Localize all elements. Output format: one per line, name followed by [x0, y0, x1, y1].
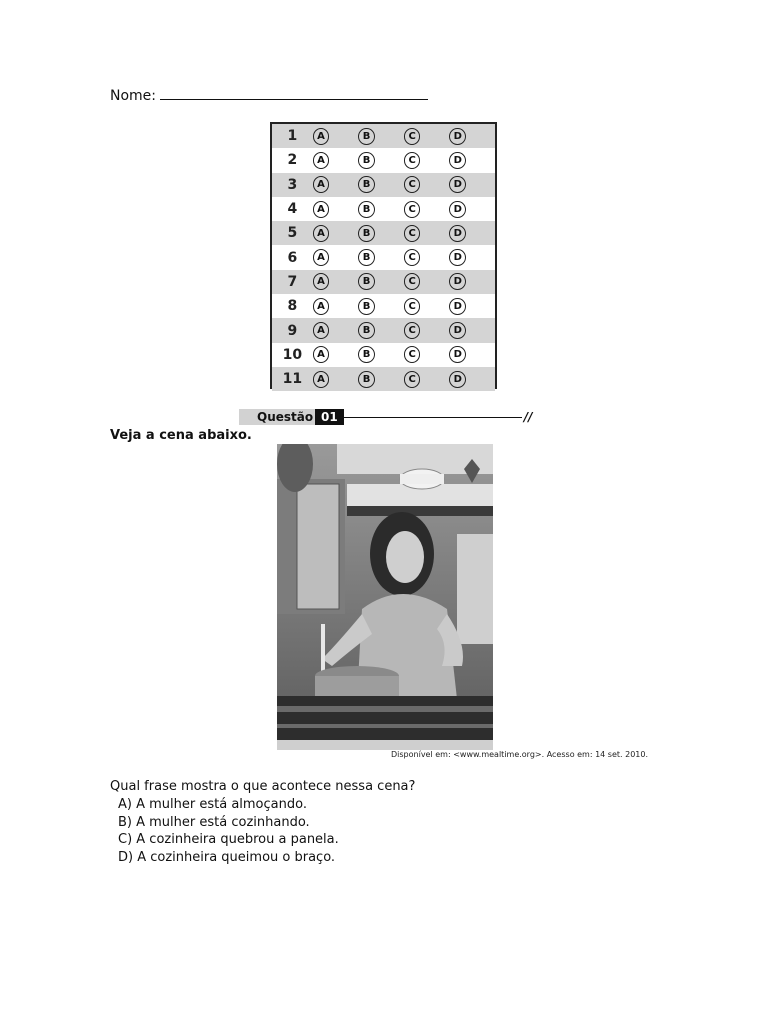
- answer-bubble-c[interactable]: C: [404, 298, 421, 315]
- answer-bubble-d[interactable]: D: [449, 322, 466, 339]
- answer-bubble-b[interactable]: B: [358, 346, 375, 363]
- answer-bubble-b[interactable]: B: [358, 298, 375, 315]
- answer-row: [272, 148, 495, 172]
- question-header: [239, 409, 532, 425]
- answer-bubble-a[interactable]: A: [313, 152, 330, 169]
- answer-bubble-d[interactable]: D: [449, 371, 466, 388]
- answer-bubble-c[interactable]: C: [404, 249, 421, 266]
- question-label: Questão: [239, 409, 315, 425]
- option-c[interactable]: C) A cozinheira quebrou a panela.: [118, 832, 339, 847]
- answer-bubble-c[interactable]: C: [404, 225, 421, 242]
- answer-bubble-b[interactable]: B: [358, 371, 375, 388]
- answer-row: [272, 245, 495, 269]
- answer-row-number: 8: [287, 298, 298, 315]
- answer-bubble-c[interactable]: C: [404, 273, 421, 290]
- answer-row-number: 2: [287, 152, 298, 169]
- answer-row-number: 4: [287, 201, 298, 218]
- answer-bubble-b[interactable]: B: [358, 128, 375, 145]
- answer-row: [272, 270, 495, 294]
- answer-options: [118, 796, 339, 866]
- question-end-mark: //: [523, 410, 533, 424]
- answer-bubble-c[interactable]: C: [404, 128, 421, 145]
- answer-bubble-b[interactable]: B: [358, 176, 375, 193]
- option-d[interactable]: D) A cozinheira queimou o braço.: [118, 849, 336, 865]
- answer-bubble-a[interactable]: A: [313, 273, 330, 290]
- option-a[interactable]: A) A mulher está almoçando.: [118, 797, 307, 812]
- answer-row: [272, 318, 495, 342]
- answer-sheet: [270, 122, 497, 389]
- answer-row: [272, 124, 495, 148]
- answer-bubble-b[interactable]: B: [358, 201, 375, 218]
- answer-bubble-a[interactable]: A: [313, 298, 330, 315]
- question-intro: Veja a cena abaixo.: [110, 428, 252, 443]
- answer-row: [272, 367, 495, 391]
- answer-bubble-a[interactable]: A: [313, 371, 330, 388]
- kitchen-photo: [277, 444, 493, 750]
- answer-row-number: 11: [282, 371, 303, 388]
- question-rule: [344, 417, 522, 418]
- answer-row-number: 5: [287, 225, 298, 242]
- answer-bubble-c[interactable]: C: [404, 201, 421, 218]
- answer-bubble-b[interactable]: B: [358, 225, 375, 242]
- answer-bubble-c[interactable]: C: [404, 152, 421, 169]
- answer-row: [272, 294, 495, 318]
- answer-row-number: 3: [287, 176, 298, 193]
- answer-bubble-a[interactable]: A: [313, 201, 330, 218]
- answer-bubble-a[interactable]: A: [313, 346, 330, 363]
- answer-bubble-c[interactable]: C: [404, 346, 421, 363]
- answer-bubble-d[interactable]: D: [449, 346, 466, 363]
- answer-bubble-d[interactable]: D: [449, 201, 466, 218]
- answer-row: [272, 197, 495, 221]
- answer-bubble-a[interactable]: A: [313, 128, 330, 145]
- question-number: 01: [315, 409, 344, 425]
- answer-row-number: 10: [282, 346, 303, 363]
- answer-bubble-b[interactable]: B: [358, 322, 375, 339]
- answer-row-number: 9: [287, 322, 298, 339]
- answer-bubble-d[interactable]: D: [449, 225, 466, 242]
- answer-row-number: 6: [287, 249, 298, 266]
- answer-bubble-d[interactable]: D: [449, 128, 466, 145]
- option-b[interactable]: B) A mulher está cozinhando.: [118, 814, 310, 830]
- answer-bubble-d[interactable]: D: [449, 152, 466, 169]
- answer-bubble-a[interactable]: A: [313, 176, 330, 193]
- answer-row-number: 1: [287, 128, 298, 145]
- answer-row-number: 7: [287, 273, 298, 290]
- name-label: Nome:: [110, 88, 157, 104]
- answer-bubble-d[interactable]: D: [449, 298, 466, 315]
- answer-bubble-a[interactable]: A: [313, 322, 330, 339]
- answer-bubble-d[interactable]: D: [449, 273, 466, 290]
- question-prompt: Qual frase mostra o que acontece nessa cena?: [110, 779, 416, 794]
- answer-bubble-b[interactable]: B: [358, 273, 375, 290]
- name-field[interactable]: [110, 85, 428, 104]
- answer-bubble-a[interactable]: A: [313, 249, 330, 266]
- answer-bubble-c[interactable]: C: [404, 371, 421, 388]
- answer-bubble-c[interactable]: C: [404, 322, 421, 339]
- answer-bubble-c[interactable]: C: [404, 176, 421, 193]
- answer-row: [272, 343, 495, 367]
- image-caption: Disponível em: <www.mealtime.org>. Acesso em: 14 set. 2010.: [391, 750, 649, 759]
- answer-bubble-d[interactable]: D: [449, 176, 466, 193]
- answer-bubble-a[interactable]: A: [313, 225, 330, 242]
- name-blank-line[interactable]: [160, 85, 428, 100]
- answer-bubble-b[interactable]: B: [358, 249, 375, 266]
- answer-bubble-b[interactable]: B: [358, 152, 375, 169]
- answer-row: [272, 173, 495, 197]
- answer-row: [272, 221, 495, 245]
- answer-bubble-d[interactable]: D: [449, 249, 466, 266]
